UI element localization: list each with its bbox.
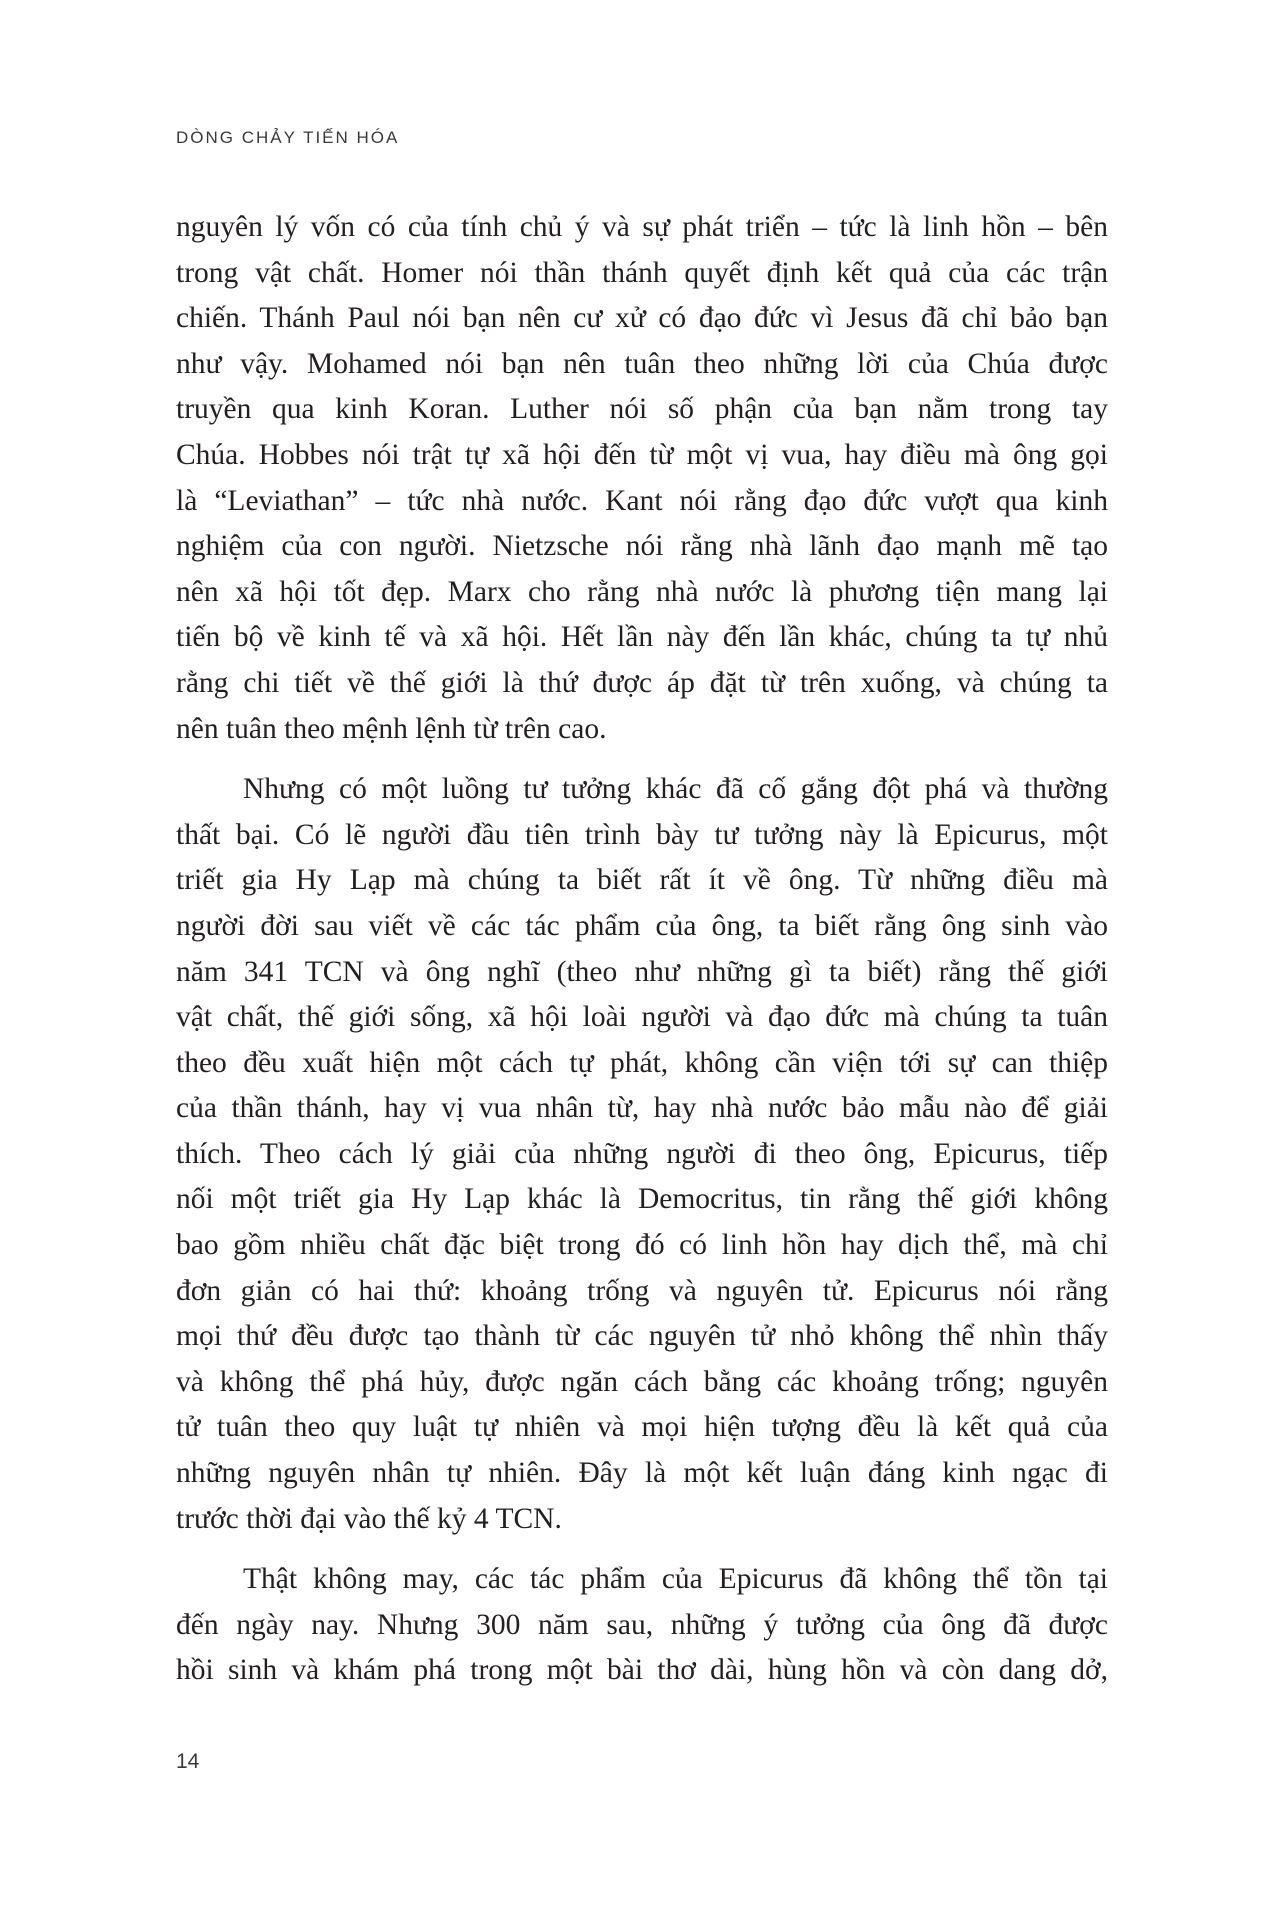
text-line: triết gia Hy Lạp mà chúng ta biết rất ít về ông. Từ những điều mà: [176, 864, 1108, 897]
text-line: tiến bộ về kinh tế và xã hội. Hết lần này đến lần khác, chúng ta tự nhủ: [176, 621, 1108, 654]
paragraph: [176, 1557, 1108, 1694]
text-line: nối một triết gia Hy Lạp khác là Democritus, tin rằng thế giới không: [176, 1183, 1108, 1216]
text-line: bao gồm nhiều chất đặc biệt trong đó có linh hồn hay dịch thể, mà chỉ: [176, 1229, 1108, 1262]
text-line: nguyên lý vốn có của tính chủ ý và sự phát triển – tức là linh hồn – bên: [176, 211, 1108, 243]
text-line: hồi sinh và khám phá trong một bài thơ dài, hùng hồn và còn dang dở,: [176, 1654, 1108, 1687]
page-number: 14: [176, 1750, 200, 1773]
text-line: Thật không may, các tác phẩm của Epicurus đã không thể tồn tại: [243, 1563, 1108, 1596]
text-line: trước thời đại vào thế kỷ 4 TCN.: [176, 1502, 562, 1535]
text-line: những nguyên nhân tự nhiên. Đây là một kết luận đáng kinh ngạc đi: [176, 1457, 1108, 1490]
text-line: rằng chi tiết về thế giới là thứ được áp đặt từ trên xuống, và chúng ta: [176, 666, 1108, 699]
text-line: nên tuân theo mệnh lệnh từ trên cao.: [176, 712, 607, 745]
text-line: đến ngày nay. Nhưng 300 năm sau, những ý tưởng của ông đã được: [176, 1608, 1108, 1641]
text-line: người đời sau viết về các tác phẩm của ông, ta biết rằng ông sinh vào: [176, 909, 1108, 942]
text-line: đơn giản có hai thứ: khoảng trống và nguyên tử. Epicurus nói rằng: [176, 1274, 1108, 1307]
text-line: Nhưng có một luồng tư tưởng khác đã cố gắng đột phá và thường: [243, 773, 1108, 806]
text-line: nghiệm của con người. Nietzsche nói rằng nhà lãnh đạo mạnh mẽ tạo: [176, 530, 1108, 563]
text-line: và không thể phá hủy, được ngăn cách bằng các khoảng trống; nguyên: [176, 1365, 1108, 1398]
text-line: như vậy. Mohamed nói bạn nên tuân theo những lời của Chúa được: [176, 347, 1108, 380]
text-line: thích. Theo cách lý giải của những người đi theo ông, Epicurus, tiếp: [176, 1137, 1108, 1170]
text-line: trong vật chất. Homer nói thần thánh quyết định kết quả của các trận: [176, 256, 1108, 289]
paragraph: [176, 205, 1108, 752]
text-line: chiến. Thánh Paul nói bạn nên cư xử có đạo đức vì Jesus đã chỉ bảo bạn: [176, 302, 1108, 335]
text-line: vật chất, thế giới sống, xã hội loài người và đạo đức mà chúng ta tuân: [176, 1001, 1108, 1034]
running-head: DÒNG CHẢY TIẾN HÓA: [176, 128, 400, 147]
text-line: nên xã hội tốt đẹp. Marx cho rằng nhà nước là phương tiện mang lại: [176, 575, 1108, 608]
text-line: năm 341 TCN và ông nghĩ (theo như những gì ta biết) rằng thế giới: [176, 955, 1108, 988]
body-text: [176, 205, 1108, 1709]
text-line: là “Leviathan” – tức nhà nước. Kant nói rằng đạo đức vượt qua kinh: [176, 484, 1108, 517]
text-line: thất bại. Có lẽ người đầu tiên trình bày tư tưởng này là Epicurus, một: [176, 818, 1108, 851]
text-line: truyền qua kinh Koran. Luther nói số phận của bạn nằm trong tay: [176, 393, 1108, 426]
text-line: tử tuân theo quy luật tự nhiên và mọi hiện tượng đều là kết quả của: [176, 1411, 1108, 1444]
text-line: của thần thánh, hay vị vua nhân từ, hay nhà nước bảo mẫu nào để giải: [176, 1092, 1108, 1125]
text-line: Chúa. Hobbes nói trật tự xã hội đến từ một vị vua, hay điều mà ông gọi: [176, 438, 1108, 471]
text-line: mọi thứ đều được tạo thành từ các nguyên tử nhỏ không thể nhìn thấy: [176, 1320, 1108, 1353]
paragraph: [176, 767, 1108, 1542]
text-line: theo đều xuất hiện một cách tự phát, không cần viện tới sự can thiệp: [176, 1046, 1108, 1079]
